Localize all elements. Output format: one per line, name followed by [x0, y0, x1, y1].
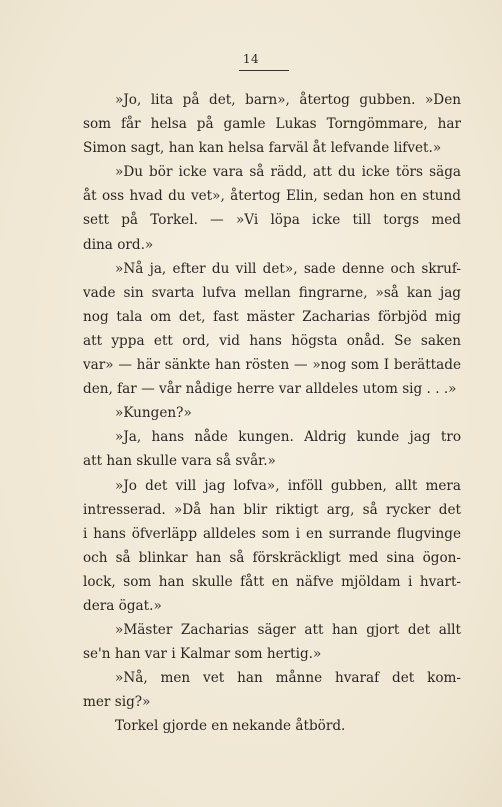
text-line: »Du bör icke vara så rädd, att du icke törs säga — [115, 164, 461, 181]
text-line: »Kungen?» — [115, 405, 192, 422]
text-line: se'n han var i Kalmar som hertig.» — [83, 646, 322, 663]
text-line: och så blinkar han så förskräckligt med sina ögon- — [83, 549, 461, 566]
text-line: »Jo det vill jag lofva», inföll gubben, allt mera — [115, 477, 461, 494]
text-line: sett på Torkel. — »Vi löpa icke till torgs med — [83, 212, 461, 229]
text-line: dera ögat.» — [83, 597, 162, 614]
text-line: »Ja, hans nåde kungen. Aldrig kunde jag tro — [115, 429, 461, 446]
page-number: 14 — [242, 52, 260, 66]
text-line: att yppa ett ord, vid hans högsta onåd. Se saken — [83, 332, 461, 349]
text-line: den, far — vår nådige herre var alldeles utom sig . . .» — [83, 381, 457, 398]
header-rule — [239, 70, 289, 71]
text-line: att han skulle vara så svår.» — [83, 453, 276, 470]
text-line: mer sig?» — [83, 694, 151, 711]
text-line: Simon sagt, han kan helsa farväl åt lefvande lifvet.» — [83, 140, 442, 157]
text-line: som får helsa på gamle Lukas Torngömmare, har — [83, 116, 461, 133]
text-line: vade sin svarta lufva mellan fingrarne, »så kan jag — [83, 284, 461, 301]
text-line: »Nå, men vet han månne hvaraf det kom- — [115, 670, 461, 687]
text-line: åt oss hvad du vet», återtog Elin, sedan hon en stund — [83, 188, 461, 205]
text-line: i hans öfverläpp alldeles som i en surrande flugvinge — [83, 525, 461, 542]
body-text — [83, 88, 461, 739]
text-line: var» — här sänkte han rösten — »nog som I berättade — [83, 357, 461, 374]
text-line: lock, som han skulle fått en näfve mjöldam i hvart- — [83, 573, 461, 590]
text-line: »Nå ja, efter du vill det», sade denne och skruf- — [115, 260, 461, 277]
text-line: Torkel gjorde en nekande åtbörd. — [115, 718, 346, 735]
text-line: dina ord.» — [83, 236, 154, 253]
text-line: »Mäster Zacharias säger att han gjort det allt — [115, 622, 461, 639]
text-line: nog tala om det, fast mäster Zacharias förbjöd mig — [83, 308, 461, 325]
text-line: intresserad. »Då han blir riktigt arg, så rycker det — [83, 501, 461, 518]
text-line: »Jo, lita på det, barn», återtog gubben. »Den — [115, 92, 461, 108]
